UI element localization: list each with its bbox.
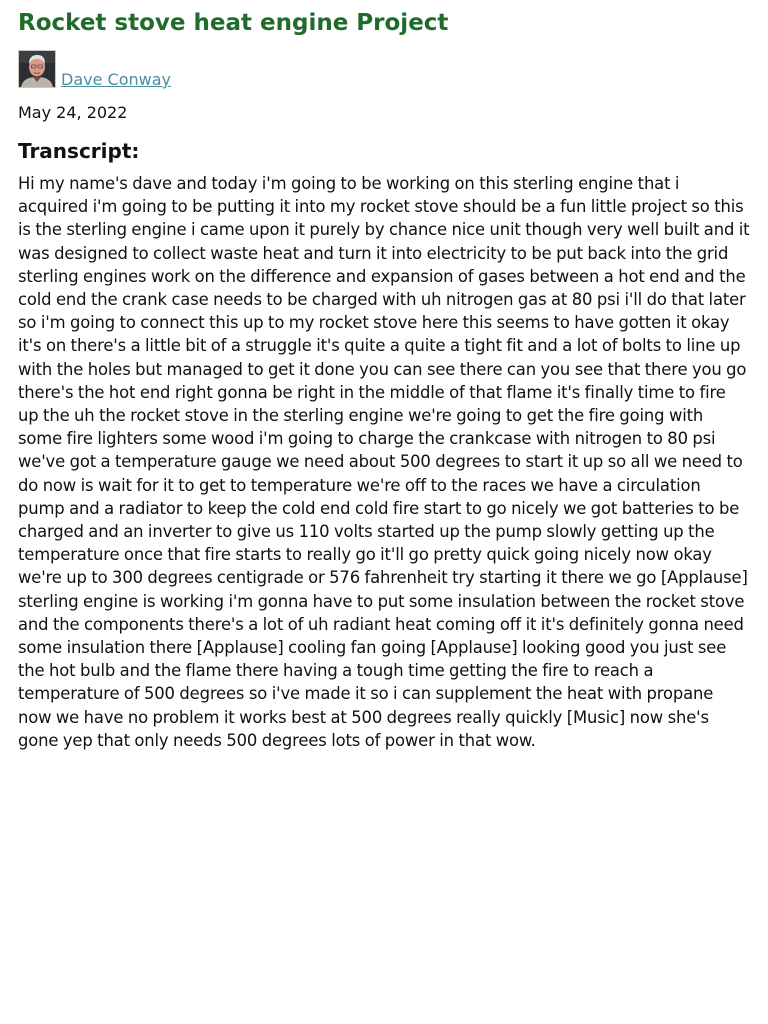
- transcript-text: Hi my name's dave and today i'm going to be working on this sterling engine that i acquired i'm going to be putting it into my rocket stove should be a fun little project so this is the sterling engine i came upon it purely by chance nice unit though very well built and it was designed to collect waste heat and turn it into electricity to be put back into the grid sterling engines work on the difference and expansion of gases between a hot end and the cold end the crank case needs to be charged with uh nitrogen gas at 80 psi i'll do that later so i'm going to connect this up to my rocket stove here this seems to have gotten it okay it's on there's a little bit of a struggle it's quite a quite a tight fit and a lot of bolts to line up with the holes but managed to get it done you can see there can you see that there you go there's the hot end right gonna be right in the middle of that flame it's finally time to fire up the uh the rocket stove in the sterling engine we're going to get the fire going with some fire lighters some wood i'm going to charge the crankcase with nitrogen to 80 psi we've got a temperature gauge we need about 500 degrees to start it up so all we need to do now is wait for it to get to temperature we're off to the races we have a circulation pump and a radiator to keep the cold end cold fire start to go nicely we got batteries to be charged and an inverter to give us 110 volts started up the pump slowly getting up the temperature once that fire starts to really go it'll go pretty quick going nicely now okay we're up to 300 degrees centigrade or 576 fahrenheit try starting it there we go [Applause] sterling engine is working i'm gonna have to put some insulation between the rocket stove and the components there's a lot of uh radiant heat coming off it it's definitely gonna need some insulation there [Applause] cooling fan going [Applause] looking good you just see the hot bulb and the flame there having a tough time getting the fire to reach a temperature of 500 degrees so i've made it so i can supplement the heat with propane now we have no problem it works best at 500 degrees really quickly [Music] now she's gone yep that only needs 500 degrees lots of power in that wow.: [18, 174, 750, 750]
- byline: [18, 50, 750, 88]
- author-link[interactable]: Dave Conway: [61, 70, 171, 89]
- avatar-portrait: [19, 51, 55, 87]
- transcript-heading: Transcript:: [18, 139, 140, 163]
- author-avatar[interactable]: [18, 50, 56, 88]
- post-date: May 24, 2022: [18, 103, 128, 122]
- page-title: Rocket stove heat engine Project: [18, 10, 449, 36]
